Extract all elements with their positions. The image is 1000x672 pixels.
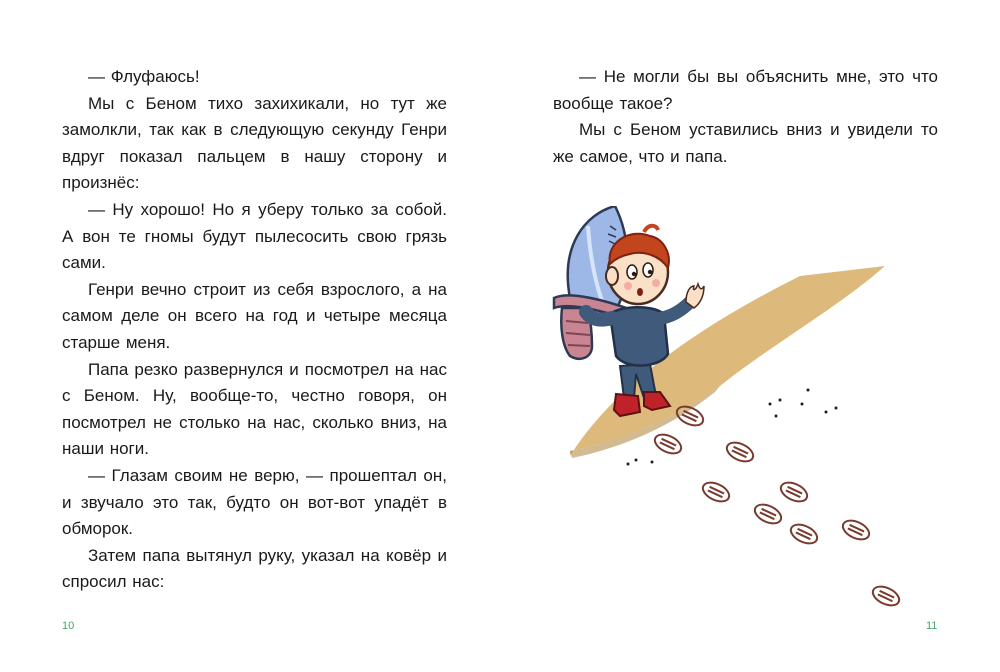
paragraph: Мы с Беном тихо захихикали, но тут же замолкли, так как в следующую секунду Генри вдруг показал пальцем в нашу сторону и произнёс: xyxy=(62,93,447,193)
left-page-text xyxy=(62,64,447,596)
boy-hand-right xyxy=(686,284,704,308)
boy-arm-right xyxy=(662,302,690,318)
paragraph: Затем папа вытянул руку, указал на ковёр и спросил нас: xyxy=(62,545,447,592)
boy-with-giant-knife-footprints-illustration xyxy=(540,206,940,620)
muddy-footprints xyxy=(652,403,902,609)
boy-boot-left xyxy=(614,394,640,416)
boy-arm-left xyxy=(586,312,612,320)
page-number-left: 10 xyxy=(62,620,75,632)
paragraph: — Флуфаюсь! xyxy=(88,67,200,86)
paragraph: Мы с Беном уставились вниз и увидели то же самое, что и папа. xyxy=(553,120,938,166)
paragraph: — Не могли бы вы объяснить мне, это что вообще такое? xyxy=(553,67,938,113)
paragraph: — Глазам своим не верю, — прошептал он, и звучало это так, будто он вот-вот упадёт в обморок. xyxy=(62,465,447,539)
paragraph: Генри вечно строит из себя взрослого, а на самом деле он всего на год и четыре месяца старше меня. xyxy=(62,279,447,352)
right-page-text xyxy=(553,64,938,170)
page-number-right: 11 xyxy=(926,620,938,632)
boy-eye-left xyxy=(627,265,637,279)
paragraph: Папа резко развернулся и посмотрел на нас с Беном. Ну, вообще-то, честно говоря, он посмотрел не столько на нас, сколько вниз, на наши ноги. xyxy=(62,359,447,459)
boy-eye-right xyxy=(643,263,653,277)
paragraph: — Ну хорошо! Но я уберу только за собой. А вон те гномы будут пылесосить свою грязь сами. xyxy=(62,199,447,273)
boy-mouth xyxy=(637,288,643,296)
